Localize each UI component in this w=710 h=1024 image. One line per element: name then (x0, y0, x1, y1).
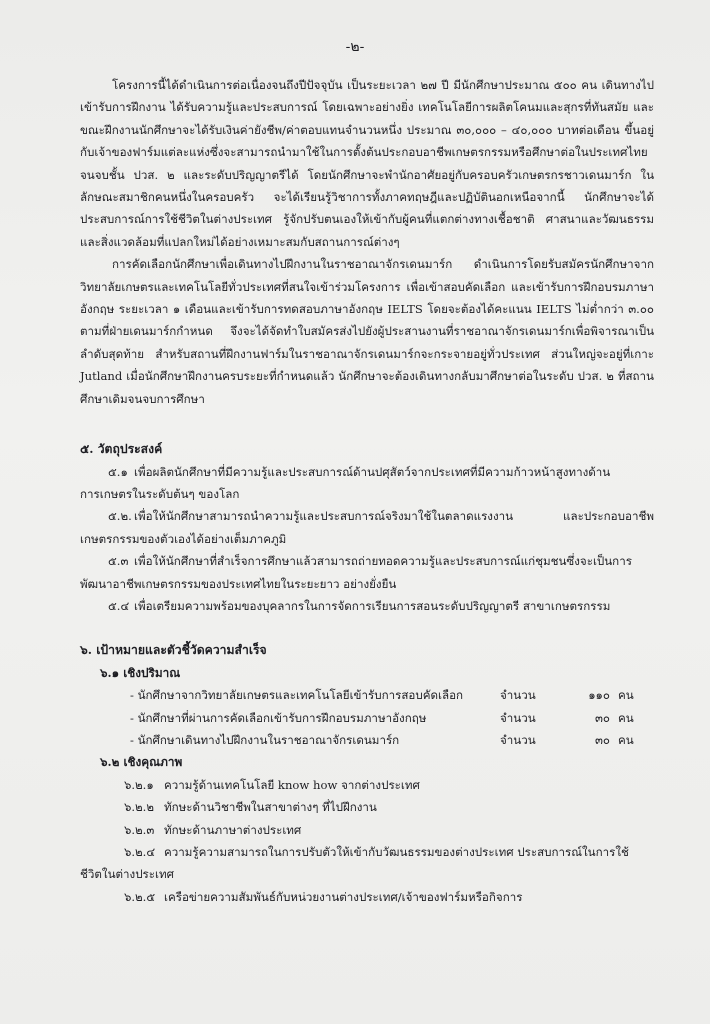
quantity-label: - นักศึกษาเดินทางไปฝึกงานในราชอาณาจักรเดนมาร์ก (130, 732, 400, 747)
objective-item (80, 461, 654, 506)
document-body (80, 74, 654, 908)
intro-paragraph-2-text: การคัดเลือกนักศึกษาเพื่อเดินทางไปฝึกงานในราชอาณาจักรเดนมาร์ก ดำเนินการโดยรับสมัครนักศึกษาจากวิทยาลัยเกษตรและเทคโนโลยีทั่วประเทศที่สนใจเข้าร่วมโครงการ เพื่อเข้าสอบคัดเลือก และเข้ารับการฝึกอบรมภาษาอังกฤษ ระยะเวลา ๑ เดือนและเข้ารับการทดสอบภาษาอังกฤษ IELTS โดยจะต้องได้คะแนน IELTS ไม่ต่ำกว่า ๓.๐๐ ตามที่ฝ่ายเดนมาร์กกำหนด จึงจะได้จัดทำใบสมัครส่งไปยังผู้ประสานงานที่ราชอาณาจักรเดนมาร์กเพื่อพิจารณาเป็นลำดับสุดท้าย สำหรับสถานที่ฝึกงานฟาร์มในราชอาณาจักรเดนมาร์กจะกระจายอยู่ทั่วประเทศ ส่วนใหญ่จะอยู่ที่เกาะ Jutland เมื่อนักศึกษาฝึกงานครบระยะที่กำหนดแล้ว นักศึกษาจะต้องเดินทางกลับมาศึกษาต่อในระดับ ปวส. ๒ ที่สถานศึกษาเดิมจนจบการศึกษา (80, 257, 654, 406)
objective-text: เพื่อให้นักศึกษาที่สำเร็จการศึกษาแล้วสามารถถ่ายทอดความรู้และประสบการณ์แก่ชุมชนซึ่งจะเป็นการพัฒนาอาชีพเกษตรกรรมของประเทศไทยในระยะยาว อย่างยั่งยืน (80, 554, 632, 591)
quantity-value: ๑๑๐ (588, 688, 610, 703)
objective-number: ๕.๑ (108, 464, 128, 479)
quality-item-continuation: ชีวิตในต่างประเทศ (80, 867, 174, 882)
quantity-person: คน (618, 688, 634, 703)
objective-text: เพื่อผลิตนักศึกษาที่มีความรู้และประสบการณ์ด้านปศุสัตว์จากประเทศที่มีความก้าวหน้าสูงทางด้านการเกษตรในระดับต้นๆ ของโลก (80, 464, 611, 501)
quality-number: ๖.๒.๒ (124, 800, 155, 815)
quantity-unit: จำนวน (500, 732, 536, 747)
quality-item (124, 841, 654, 863)
quantity-row (80, 729, 654, 751)
objective-text: เพื่อเตรียมความพร้อมของบุคลากรในการจัดการเรียนการสอนระดับปริญญาตรี สาขาเกษตรกรรม (134, 598, 611, 613)
quality-text: เครือข่ายความสัมพันธ์กับหน่วยงานต่างประเทศ/เจ้าของฟาร์มหรือกิจการ (164, 889, 523, 904)
quality-number: ๖.๒.๑ (124, 777, 154, 792)
quality-text: ทักษะด้านวิชาชีพในสาขาต่างๆ ที่ไปฝึกงาน (164, 800, 377, 815)
quantity-value: ๓๐ (594, 732, 610, 747)
objective-number: ๕.๓ (108, 554, 129, 569)
quality-item (124, 886, 654, 908)
objective-item (80, 595, 654, 617)
section-5-heading: ๕. วัตถุประสงค์ (80, 442, 163, 457)
quality-number: ๖.๒.๔ (124, 845, 156, 859)
objective-number: ๕.๒. (108, 509, 132, 524)
quantity-row (80, 707, 654, 729)
quantity-heading: ๖.๑ เชิงปริมาณ (100, 665, 181, 680)
quality-number: ๖.๒.๓ (124, 822, 155, 837)
quality-text: ความรู้ด้านเทคโนโลยี know how จากต่างประเทศ (164, 777, 420, 792)
quantity-unit: จำนวน (500, 710, 536, 725)
quantity-unit: จำนวน (500, 688, 536, 703)
quantity-value: ๓๐ (594, 710, 610, 725)
quality-item (124, 819, 654, 841)
quantity-label: - นักศึกษาจากวิทยาลัยเกษตรและเทคโนโลยีเข้ารับการสอบคัดเลือก (130, 688, 464, 703)
quality-item (124, 796, 654, 818)
quantity-label: - นักศึกษาที่ผ่านการคัดเลือกเข้ารับการฝึกอบรมภาษาอังกฤษ (130, 710, 427, 725)
quality-item (124, 774, 654, 796)
page-number: -๒- (345, 39, 365, 55)
quantity-person: คน (618, 710, 634, 725)
intro-paragraph-2 (80, 253, 654, 410)
objective-item (80, 505, 654, 550)
objective-number: ๕.๔ (108, 598, 130, 613)
quantity-row (80, 684, 654, 706)
objective-item (80, 550, 654, 595)
quality-number: ๖.๒.๕ (124, 889, 156, 904)
quantity-person: คน (618, 732, 634, 747)
quality-text: ทักษะด้านภาษาต่างประเทศ (164, 822, 302, 837)
quality-heading: ๖.๒ เชิงคุณภาพ (100, 755, 183, 770)
intro-paragraph-1 (80, 74, 654, 253)
section-6-heading: ๖. เป้าหมายและตัวชี้วัดความสำเร็จ (80, 643, 267, 658)
intro-paragraph-1-text: โครงการนี้ได้ดำเนินการต่อเนื่องจนถึงปีปัจจุบัน เป็นระยะเวลา ๒๗ ปี มีนักศึกษาประมาณ ๕๐๐ คน เดินทางไปเข้ารับการฝึกงาน ได้รับความรู้และประสบการณ์ โดยเฉพาะอย่างยิ่ง เทคโนโลยีการผลิตโคนมและสุกรที่ทันสมัย และขณะฝึกงานนักศึกษาจะได้รับเงินค่ายังชีพ/ค่าตอบแทนจำนวนหนึ่ง ประมาณ ๓๐,๐๐๐ – ๔๐,๐๐๐ บาทต่อเดือน ขึ้นอยู่กับเจ้าของฟาร์มแต่ละแห่งซึ่งจะสามารถนำมาใช้ในการตั้งต้นประกอบอาชีพเกษตรกรรมหรือศึกษาต่อในประเทศไทย จนจบชั้น ปวส. ๒ และระดับปริญญาตรีได้ โดยนักศึกษาจะพำนักอาศัยอยู่กับครอบครัวเกษตรกรชาวเดนมาร์ก ในลักษณะสมาชิกคนหนึ่งในครอบครัว จะได้เรียนรู้วิชาการทั้งภาคทฤษฎีและปฏิบัตินอกเหนือจากนี้ นักศึกษาจะได้ประสบการณ์การใช้ชีวิตในต่างประเทศ รู้จักปรับตนเองให้เข้ากับผู้คนที่แตกต่างทางเชื้อชาติ ศาสนาและวัฒนธรรม และสิ่งแวดล้อมที่แปลกใหม่ได้อย่างเหมาะสมกับสถานการณ์ต่างๆ (80, 78, 654, 249)
quality-text: ความรู้ความสามารถในการปรับตัวให้เข้ากับวัฒนธรรมของต่างประเทศ ประสบการณ์ในการใช้ (164, 845, 629, 859)
objective-text: เพื่อให้นักศึกษาสามารถนำความรู้และประสบการณ์จริงมาใช้ในตลาดแรงงาน และประกอบอาชีพเกษตรกรรมของตัวเองได้อย่างเต็มภาคภูมิ (80, 509, 654, 546)
